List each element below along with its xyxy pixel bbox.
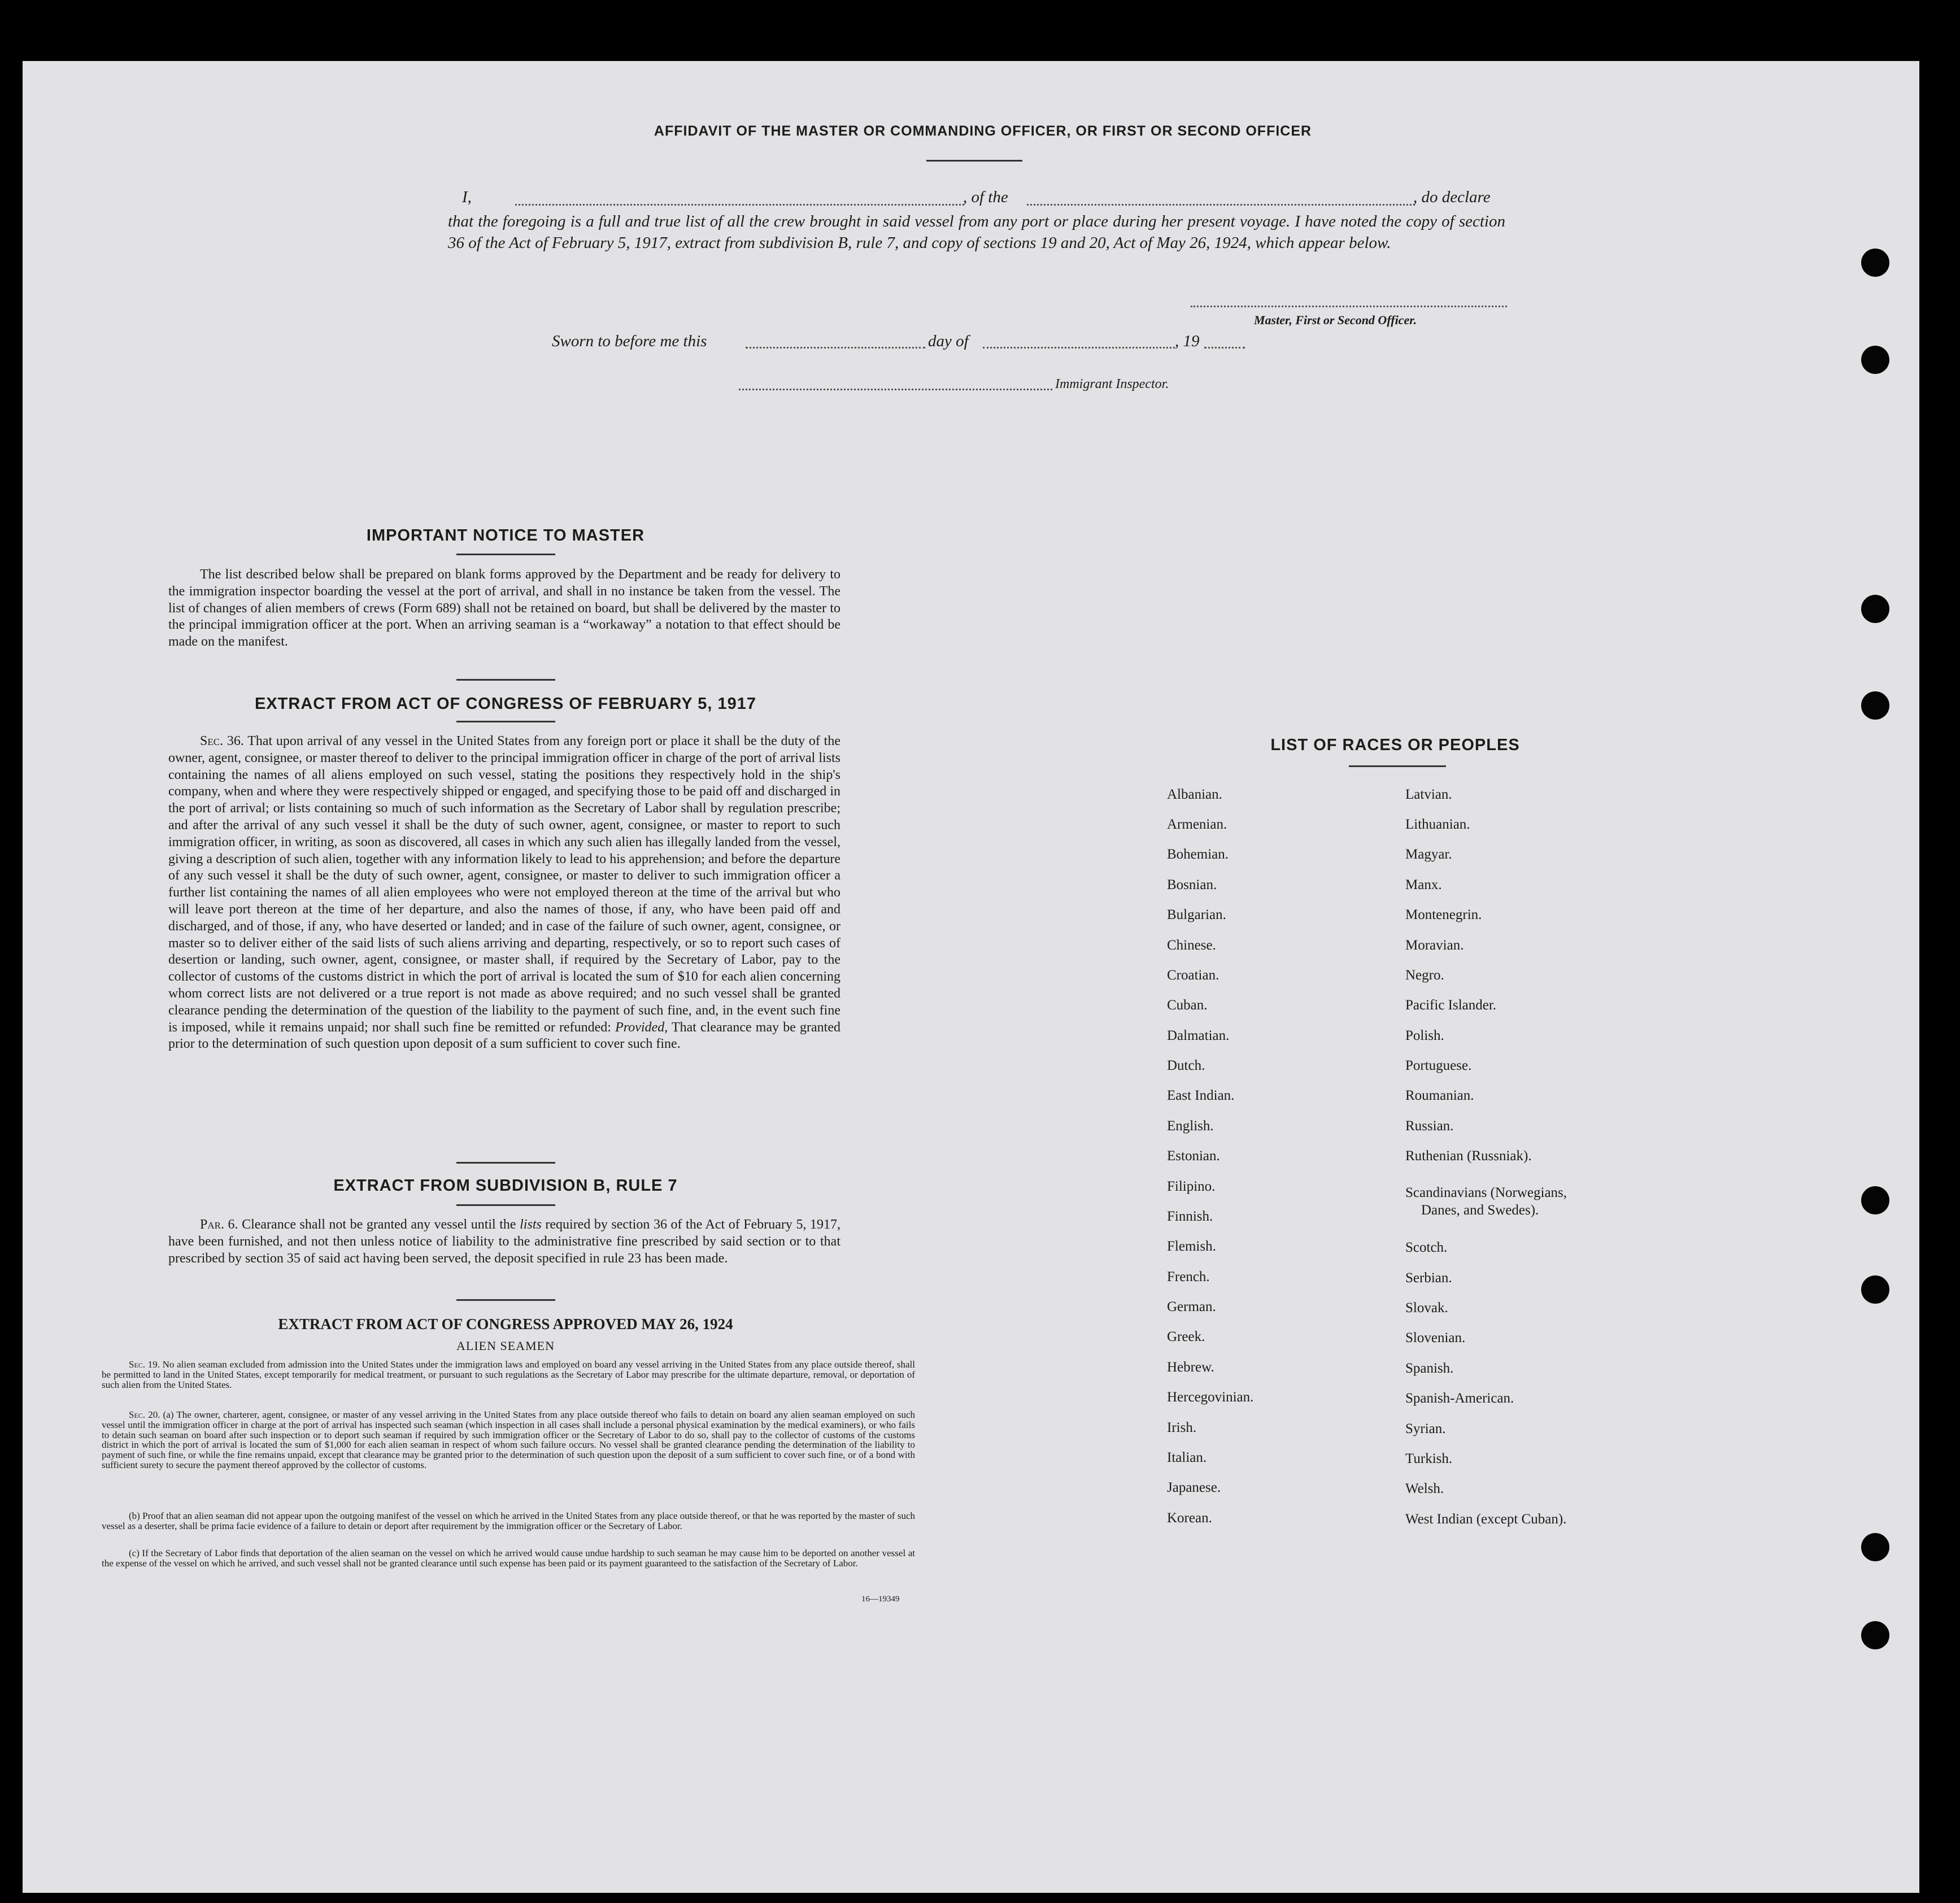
divider	[926, 160, 1022, 162]
race-item: Bohemian.	[1167, 847, 1229, 862]
sworn-year-blank	[1204, 347, 1245, 349]
race-item: Bosnian.	[1167, 877, 1217, 892]
binder-hole	[1861, 1533, 1889, 1561]
race-item: Croatian.	[1167, 968, 1219, 983]
divider	[456, 1299, 555, 1301]
race-item: Magyar.	[1405, 847, 1452, 862]
race-item: Pacific Islander.	[1405, 998, 1497, 1013]
race-item: Lithuanian.	[1405, 817, 1470, 832]
binder-hole	[1861, 1621, 1889, 1649]
race-item: Manx.	[1405, 877, 1442, 892]
extract-1917-body	[168, 733, 840, 1053]
divider	[456, 1162, 555, 1164]
affidavit-declare: , do declare	[1413, 188, 1491, 206]
section-20-label: Sec. 20.	[129, 1409, 160, 1420]
race-item: Syrian.	[1405, 1421, 1446, 1436]
extract-1924-heading: EXTRACT FROM ACT OF CONGRESS APPROVED MAY 26, 1924	[278, 1316, 733, 1332]
extract-rule7-body	[168, 1217, 840, 1267]
affidavit-heading: AFFIDAVIT OF THE MASTER OR COMMANDING OFFICER, OR FIRST OR SECOND OFFICER	[654, 123, 1312, 139]
race-item: Bulgarian.	[1167, 907, 1226, 922]
binder-hole	[1861, 249, 1889, 277]
race-item: Irish.	[1167, 1420, 1197, 1435]
race-item: Italian.	[1167, 1450, 1207, 1465]
rule7-text: Clearance shall not be granted any vessel until the	[242, 1217, 516, 1232]
divider	[456, 554, 555, 555]
section-text-end: That clearance may be granted prior to the determination of such question upon deposit of a sum sufficient to cover such fine.	[168, 1020, 840, 1052]
race-item: Turkish.	[1405, 1451, 1453, 1466]
notice-body: The list described below shall be prepared on blank forms approved by the Department and be ready for delivery to the immigration inspector boarding the vessel at the port of arrival, and shall in no instance be taken from the vessel. The list of changes of alien members of crews (Form 689) shall not be retained on board, but shall be delivered by the master to the principal immigration officer at the port. When an arriving seaman is a “workaway” a notation to that effect should be made on the manifest.	[168, 567, 840, 650]
race-item: Russian.	[1405, 1118, 1454, 1134]
divider	[456, 679, 555, 681]
extract-rule7-heading: EXTRACT FROM SUBDIVISION B, RULE 7	[333, 1177, 678, 1195]
vessel-blank	[1027, 204, 1415, 206]
race-item: English.	[1167, 1118, 1214, 1134]
races-heading: LIST OF RACES OR PEOPLES	[1270, 736, 1520, 754]
race-item: Greek.	[1167, 1329, 1205, 1344]
race-item: Spanish.	[1405, 1361, 1454, 1376]
section-text: That upon arrival of any vessel in the United States from any foreign port or place it shall be the duty of the owner, agent, consignee, or master thereof to deliver to the principal immigration officer in charge of the port of arrival lists containing the names of all aliens employed on such vessel, stating the positions they respectively hold in the ship's company, when and where they were respectively shipped or engaged, and specifying those to be paid off and discharged in the port of arrival; or lists containing so much of such information as the Secretary of Labor shall by regulation prescribe; and after the arrival of any such vessel it shall be the duty of such owner, agent, consignee, or master to report to such immigration officer, in writing, as soon as discovered, all cases in which any such alien has illegally landed from the vessel, giving a description of such alien, together with any information likely to lead to his apprehension; and before the departure of any such vessel it shall be the duty of such owner, agent, consignee, or master to deliver to such immigration officer a further list containing the names of all alien employees who were not employed thereon at the time of the arrival but who will leave port thereon at the time of her departure, and also the names of those, if any, who have been paid off and discharged, and of those, if any, who have deserted or landed; and in case of the failure of such owner, agent, consignee, or master so to deliver either of the said lists of such aliens arriving and departing, respectively, or so to report such cases of desertion or landing, such owner, agent, consignee, or master shall, if required by the Secretary of Labor, pay to the collector of customs of the customs district in which the port of arrival is located the sum of $10 for each alien concerning whom correct lists are not delivered or a true report is not made as above required; and no such vessel shall be granted clearance pending the determination of the question of the liability to the payment of such fine, and, in the event such fine is imposed, while it remains unpaid; nor shall such fine be remitted or refunded:	[168, 734, 841, 1035]
extract-1917-heading: EXTRACT FROM ACT OF CONGRESS OF FEBRUARY 5, 1917	[254, 695, 757, 713]
race-item: East Indian.	[1167, 1088, 1235, 1103]
section-19-text: No alien seaman excluded from admission into the United States under the immigration laws and employed on board any vessel arriving in the United States from any place outside thereof, shall be permitted to land in the United States, except temporarily for medical treatment, or pursuant to such regulations as the Secretary of Labor may prescribe for the ultimate departure, removal, or deportation of such alien from the United States.	[102, 1359, 915, 1390]
race-item: Hercegovinian.	[1167, 1390, 1254, 1405]
section-20c: (c) If the Secretary of Labor finds that deportation of the alien seaman on the vessel on which he arrived would cause undue hardship to such seaman he may cause him to be deported on another vessel at the expense of the vessel on which he arrived, and such vessel shall not be granted clearance until such expense has been paid or its payment guaranteed to the satisfaction of the Secretary of Labor.	[102, 1548, 915, 1569]
officer-signature-line	[1191, 306, 1507, 307]
race-item: Slovak.	[1405, 1300, 1448, 1316]
divider	[456, 1204, 555, 1206]
race-item: Hebrew.	[1167, 1360, 1214, 1375]
binder-hole	[1861, 346, 1889, 374]
race-item: Cuban.	[1167, 998, 1208, 1013]
race-item: Spanish-American.	[1405, 1391, 1514, 1406]
race-item: Roumanian.	[1405, 1088, 1474, 1103]
inspector-signature-line	[739, 389, 1052, 390]
name-blank	[515, 204, 964, 206]
paragraph-label: Par. 6.	[200, 1217, 238, 1232]
binder-hole	[1861, 1275, 1889, 1304]
race-item: Portuguese.	[1405, 1058, 1472, 1073]
race-item: Ruthenian (Russniak).	[1405, 1148, 1532, 1164]
race-item: Dalmatian.	[1167, 1028, 1230, 1043]
race-item: Montenegrin.	[1405, 907, 1482, 922]
race-item: Chinese.	[1167, 938, 1216, 953]
race-item: Albanian.	[1167, 787, 1222, 802]
section-20b: (b) Proof that an alien seaman did not appear upon the outgoing manifest of the vessel on which he arrived in the United States from any place outside thereof, or that he was reported by the master of such vessel as a deserter, shall be prima facie evidence of a failure to detain or deport after requirement by the immigration officer or the Secretary of Labor.	[102, 1510, 915, 1531]
race-item: Welsh.	[1405, 1481, 1444, 1496]
section-20a	[102, 1410, 915, 1470]
race-item: Japanese.	[1167, 1480, 1221, 1495]
race-item: Estonian.	[1167, 1148, 1220, 1164]
sworn-year: , 19	[1175, 332, 1200, 350]
race-item: German.	[1167, 1299, 1216, 1314]
race-item: Slovenian.	[1405, 1330, 1466, 1345]
lists-word: lists	[520, 1217, 542, 1232]
inspector-caption: Immigrant Inspector.	[1055, 377, 1169, 391]
binder-hole	[1861, 691, 1889, 720]
race-item: Dutch.	[1167, 1058, 1205, 1073]
section-19	[102, 1360, 915, 1390]
race-item: Armenian.	[1167, 817, 1227, 832]
section-label: Sec. 36.	[200, 734, 244, 748]
race-item: West Indian (except Cuban).	[1405, 1512, 1567, 1527]
race-item: Filipino.	[1167, 1179, 1216, 1194]
section-19-label: Sec. 19.	[129, 1359, 160, 1370]
race-item: Scandinavians (Norwegians,	[1405, 1185, 1567, 1200]
sworn-day-of: day of	[928, 332, 969, 350]
alien-seamen-subheading: ALIEN SEAMEN	[456, 1339, 555, 1353]
provided-word: Provided,	[615, 1020, 668, 1035]
notice-heading: IMPORTANT NOTICE TO MASTER	[366, 526, 645, 545]
race-item: French.	[1167, 1269, 1210, 1284]
race-item: Scotch.	[1405, 1240, 1448, 1255]
binder-hole	[1861, 1186, 1889, 1214]
race-item: Finnish.	[1167, 1209, 1213, 1224]
sworn-text: Sworn to before me this	[552, 332, 707, 350]
race-item: Polish.	[1405, 1028, 1444, 1043]
binder-hole	[1861, 595, 1889, 623]
divider	[1349, 765, 1446, 767]
sworn-month-blank	[983, 347, 1175, 349]
sworn-day-blank	[746, 347, 925, 349]
divider	[456, 721, 555, 722]
affidavit-of-the: , of the	[963, 188, 1008, 206]
race-item: Latvian.	[1405, 787, 1452, 802]
race-item: Flemish.	[1167, 1239, 1216, 1254]
race-item: Korean.	[1167, 1510, 1212, 1526]
officer-caption: Master, First or Second Officer.	[1254, 313, 1417, 327]
section-20a-text: (a) The owner, charterer, agent, consignee, or master of any vessel arriving in the United States from any place outside thereof who fails to detain on board any alien seaman employed on such vessel until the immigration officer in charge at the port of arrival has inspected such seaman (which inspection in all cases shall include a personal physical examination by the medical examiners), or who fails to detain such seaman on board after such inspection or to deport such seaman if required by such immigration officer or the Secretary of Labor to do so, shall pay to the collector of customs of the customs district in which the port of arrival is located the sum of $1,000 for each alien seaman in respect of whom such failure occurs. No vessel shall be granted clearance pending the determination of the liability to payment of such fine, or while the fine remains unpaid, except that clearance may be granted prior to the determination of such question upon the deposit of a sum sufficient to cover such fine, or of a bond with sufficient surety to secure the payment thereof approved by the collector of customs.	[102, 1409, 915, 1470]
race-item: Negro.	[1405, 968, 1444, 983]
race-item: Moravian.	[1405, 938, 1464, 953]
affidavit-body: that the foregoing is a full and true list of all the crew brought in said vessel from any port or place during her present voyage. I have noted the copy of section 36 of the Act of February 5, 1917, extract from subdivision B, rule 7, and copy of sections 19 and 20, Act of May 26, 1924, which appear below.	[448, 212, 1505, 252]
affidavit-i: I,	[462, 188, 472, 206]
race-item: Serbian.	[1405, 1270, 1452, 1286]
form-number: 16—19349	[861, 1595, 900, 1604]
rule7-text-end: required by section 36 of the Act of February 5, 1917, have been furnished, and not then unless notice of liability to the administrative fine prescribed by said section or to that prescribed by section 35 of said act having been served, the deposit specified in rule 23 has been made.	[168, 1217, 841, 1266]
race-item: Danes, and Swedes).	[1421, 1203, 1539, 1218]
